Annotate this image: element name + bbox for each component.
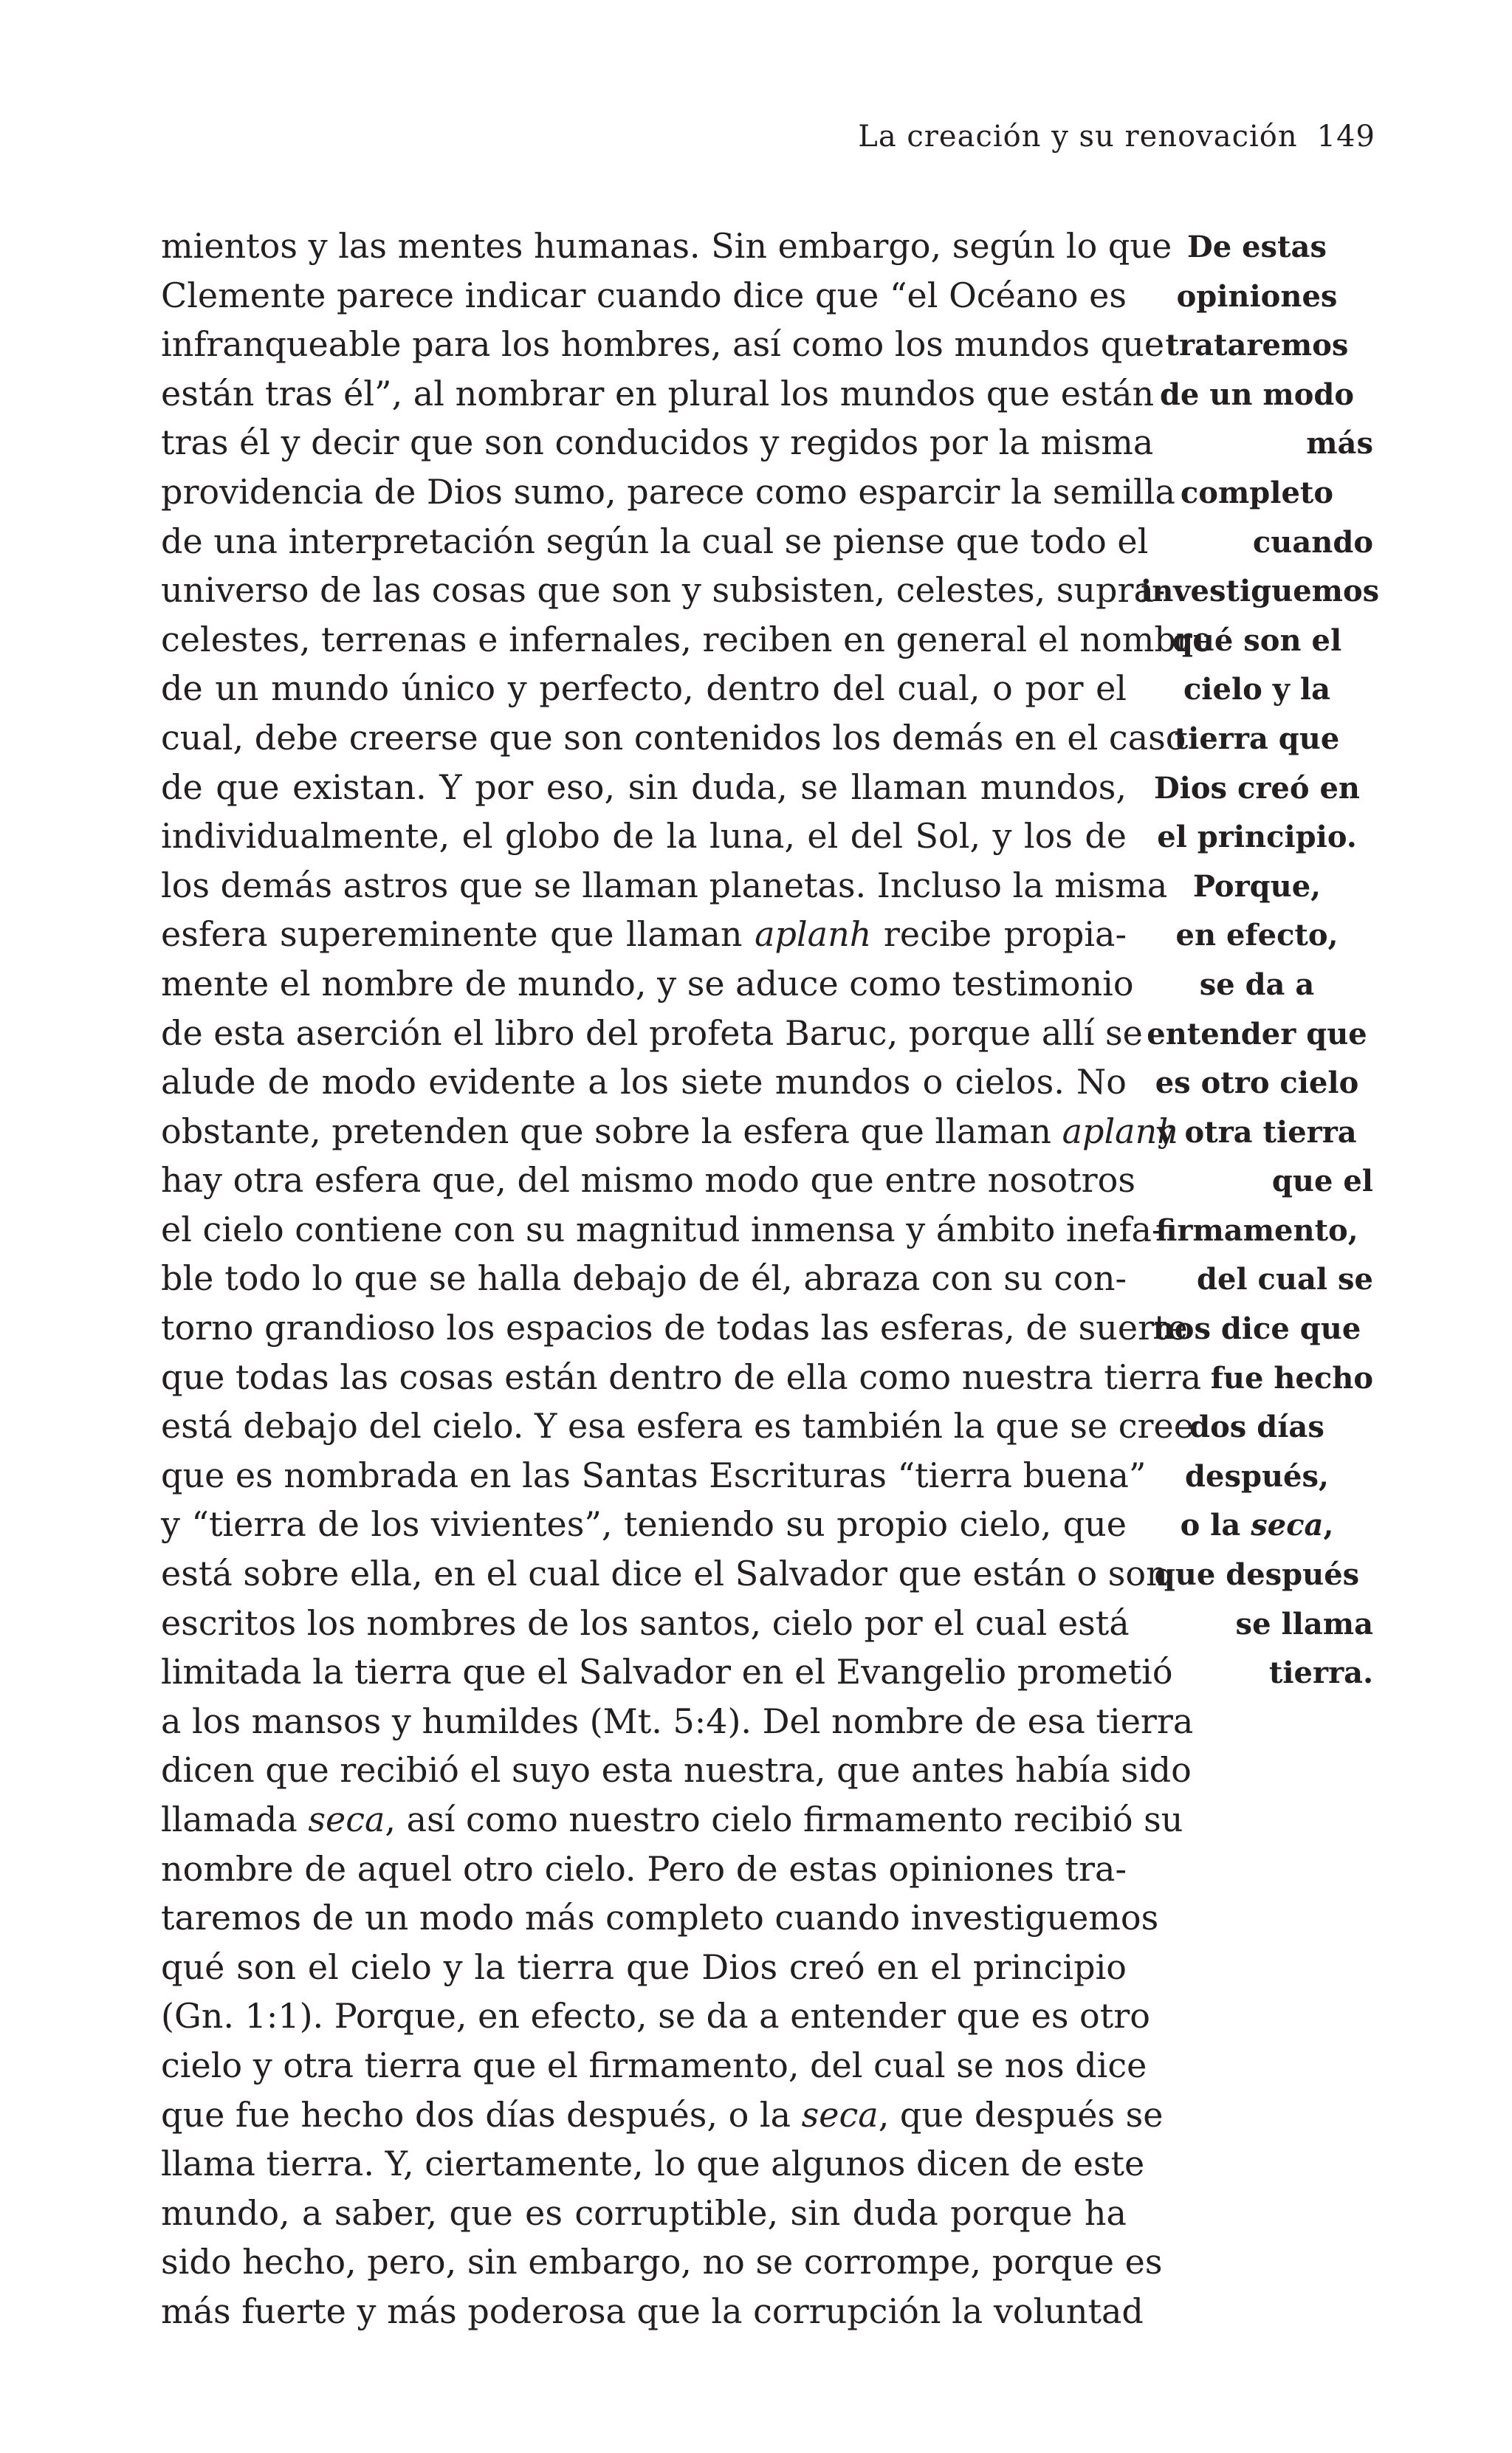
- text-segment: firmamento,: [1155, 1212, 1358, 1248]
- text-segment: nombre de aquel otro cielo. Pero de estas opiniones tra-: [161, 1848, 1127, 1889]
- text-segment: De estas: [1187, 230, 1327, 264]
- body-text-line: [161, 517, 1149, 566]
- italic-term: seca: [1251, 1508, 1324, 1543]
- text-segment: se llama: [1235, 1606, 1373, 1641]
- running-header: [858, 120, 1375, 154]
- text-segment: dos días: [1189, 1410, 1324, 1445]
- italic-term: seca: [308, 1800, 385, 1839]
- text-segment: hay otra esfera que, del mismo modo que entre nosotros: [161, 1160, 1135, 1201]
- text-segment: los demás astros que se llaman planetas. Incluso la misma: [161, 865, 1168, 905]
- margin-note: [1141, 223, 1380, 1698]
- body-text-line: [161, 222, 1172, 271]
- text-segment: es otro cielo: [1155, 1066, 1359, 1101]
- body-text-line: [161, 1009, 1143, 1058]
- body-text-line: [161, 1845, 1127, 1894]
- body-text-line: [161, 910, 1127, 959]
- body-text-line: [161, 418, 1154, 467]
- text-segment: cuando: [1252, 524, 1373, 560]
- body-text-line: [161, 1402, 1194, 1451]
- body-text-line: [161, 1156, 1135, 1205]
- text-segment: providencia de Dios sumo, parece como esparcir la semilla: [161, 471, 1175, 512]
- text-segment: que después: [1154, 1557, 1360, 1593]
- margin-note-line: [1141, 1157, 1373, 1207]
- body-text-line: [161, 2237, 1163, 2287]
- running-head-title: La creación y su renovación: [858, 120, 1298, 154]
- margin-note-line: [1141, 272, 1373, 322]
- body-text-line: [161, 1107, 1179, 1156]
- margin-note-line: [1141, 1452, 1373, 1502]
- margin-note-line: [1141, 1255, 1373, 1305]
- text-segment: (Gn. 1:1). Porque, en efecto, se da a entender que es otro: [161, 1996, 1150, 2037]
- text-segment: después,: [1185, 1458, 1329, 1494]
- body-text-line: [161, 1647, 1173, 1697]
- text-segment: celestes, terrenas e infernales, reciben en general el nombre: [161, 619, 1213, 659]
- text-segment: en efecto,: [1175, 918, 1339, 953]
- body-text-line: [161, 959, 1134, 1009]
- text-segment: mente el nombre de mundo, y se aduce como testimonio: [161, 963, 1134, 1004]
- body-text-line: [161, 1991, 1150, 2041]
- text-segment: llama tierra. Y, ciertamente, lo que algunos dicen de este: [161, 2144, 1145, 2184]
- margin-note-line: [1141, 1108, 1373, 1158]
- text-segment: tierra.: [1268, 1656, 1373, 1691]
- body-text-line: [161, 1599, 1130, 1648]
- text-segment: tierra que: [1174, 721, 1340, 756]
- text-segment: Porque,: [1192, 868, 1322, 904]
- margin-note-line: [1141, 1551, 1373, 1600]
- margin-note-line: [1141, 1207, 1373, 1256]
- body-text-line: [161, 369, 1155, 419]
- margin-note-line: [1141, 518, 1373, 568]
- text-segment: trataremos: [1165, 328, 1349, 363]
- text-segment: fue hecho: [1210, 1360, 1373, 1396]
- text-segment: cielo y otra tierra que el firmamento, del cual se nos dice: [161, 2045, 1147, 2085]
- text-segment: , que después se: [878, 2094, 1164, 2135]
- text-segment: Clemente parece indicar cuando dice que “el Océano es: [161, 275, 1127, 315]
- margin-note-line: [1141, 1501, 1373, 1551]
- text-segment: del cual se: [1197, 1262, 1373, 1297]
- margin-note-line: [1141, 321, 1373, 371]
- text-segment: investiguemos: [1141, 574, 1380, 609]
- body-text-line: [161, 664, 1127, 713]
- main-text-column: [161, 222, 1213, 2336]
- text-segment: dicen que recibió el suyo esta nuestra, que antes había sido: [161, 1750, 1192, 1791]
- body-text-line: [161, 271, 1127, 320]
- margin-note-line: [1141, 419, 1373, 469]
- text-segment: sido hecho, pero, sin embargo, no se corrompe, porque es: [161, 2242, 1163, 2282]
- text-segment: mundo, a saber, que es corruptible, sin duda porque ha: [161, 2192, 1127, 2233]
- text-segment: esfera supereminente que llaman: [161, 914, 755, 955]
- margin-note-line: [1141, 1010, 1373, 1060]
- text-segment: alude de modo evidente a los siete mundos o cielos. No: [161, 1062, 1127, 1102]
- body-text-line: [161, 1893, 1159, 1943]
- text-segment: recibe propia-: [871, 914, 1127, 955]
- text-segment: que el: [1271, 1164, 1373, 1199]
- text-segment: el cielo contiene con su magnitud inmensa y ámbito inefa-: [161, 1209, 1164, 1249]
- body-text-line: [161, 1254, 1127, 1303]
- body-text-line: [161, 566, 1166, 615]
- text-segment: torno grandioso los espacios de todas las esferas, de suerte: [161, 1308, 1188, 1348]
- body-text-line: [161, 1697, 1194, 1746]
- text-segment: infranqueable para los hombres, así como los mundos que: [161, 324, 1165, 365]
- text-segment: más: [1306, 426, 1373, 462]
- text-segment: más fuerte y más poderosa que la corrupción la voluntad: [161, 2291, 1144, 2331]
- text-segment: limitada la tierra que el Salvador en el Evangelio prometió: [161, 1652, 1173, 1692]
- body-text-line: [161, 861, 1168, 910]
- margin-note-line: [1141, 1305, 1373, 1354]
- text-segment: individualmente, el globo de la luna, el del Sol, y los de: [161, 816, 1127, 857]
- margin-note-line: [1141, 469, 1373, 518]
- margin-note-line: [1141, 1354, 1373, 1404]
- body-text-line: [161, 1205, 1164, 1255]
- body-text-line: [161, 615, 1213, 665]
- margin-note-line: [1141, 911, 1373, 961]
- text-segment: Dios creó en: [1153, 770, 1361, 806]
- italic-term: aplanh: [1062, 1111, 1179, 1151]
- text-segment: se da a: [1199, 967, 1315, 1002]
- text-segment: ,: [1323, 1508, 1334, 1543]
- text-segment: obstante, pretenden que sobre la esfera que llaman: [161, 1111, 1062, 1151]
- body-text-line: [161, 1303, 1188, 1353]
- body-text-line: [161, 1795, 1183, 1845]
- text-segment: escritos los nombres de los santos, cielo por el cual está: [161, 1602, 1130, 1643]
- body-text-line: [161, 2041, 1147, 2090]
- text-segment: taremos de un modo más completo cuando investiguemos: [161, 1898, 1159, 1938]
- text-segment: de un modo: [1159, 377, 1355, 412]
- text-segment: que es nombrada en las Santas Escrituras “tierra buena”: [161, 1455, 1147, 1495]
- text-segment: cual, debe creerse que son contenidos los demás en el caso: [161, 717, 1186, 758]
- body-text-line: [161, 763, 1127, 812]
- text-segment: nos dice que: [1152, 1311, 1361, 1347]
- margin-note-line: [1141, 223, 1373, 272]
- text-segment: , así como nuestro cielo firmamento recibió su: [385, 1800, 1183, 1839]
- page-number: 149: [1316, 120, 1375, 154]
- text-segment: están tras él”, al nombrar en plural los mundos que están: [161, 373, 1155, 414]
- margin-note-line: [1141, 371, 1373, 420]
- text-segment: de una interpretación según la cual se piense que todo el: [161, 521, 1149, 561]
- body-text-line: [161, 2139, 1145, 2189]
- margin-note-line: [1141, 1600, 1373, 1650]
- body-text-line: [161, 713, 1186, 763]
- margin-note-line: [1141, 567, 1380, 617]
- text-segment: que todas las cosas están dentro de ella como nuestra tierra: [161, 1356, 1202, 1397]
- margin-note-line: [1141, 1649, 1373, 1698]
- body-text-line: [161, 467, 1175, 517]
- body-text-line: [161, 2189, 1127, 2238]
- text-segment: a los mansos y humildes (Mt. 5:4). Del nombre de esa tierra: [161, 1701, 1194, 1741]
- text-segment: está sobre ella, en el cual dice el Salvador que están o son: [161, 1554, 1168, 1594]
- body-text-line: [161, 2090, 1164, 2140]
- body-text-line: [161, 1451, 1147, 1500]
- text-segment: tras él y decir que son conducidos y regidos por la misma: [161, 422, 1154, 463]
- text-segment: y “tierra de los vivientes”, teniendo su propio cielo, que: [161, 1504, 1127, 1545]
- margin-note-line: [1141, 961, 1373, 1010]
- margin-note-line: [1141, 665, 1373, 715]
- text-segment: ble todo lo que se halla debajo de él, abraza con su con-: [161, 1258, 1127, 1299]
- text-segment: o la: [1180, 1508, 1251, 1543]
- text-segment: está debajo del cielo. Y esa esfera es también la que se cree: [161, 1406, 1194, 1447]
- text-segment: de que existan. Y por eso, sin duda, se llaman mundos,: [161, 766, 1127, 807]
- text-segment: y otra tierra: [1157, 1114, 1357, 1150]
- text-segment: entender que: [1147, 1016, 1367, 1051]
- italic-term: seca: [801, 2094, 879, 2135]
- text-segment: de esta aserción el libro del profeta Baruc, porque allí se: [161, 1012, 1143, 1053]
- body-text-line: [161, 1500, 1127, 1549]
- margin-note-line: [1141, 715, 1373, 764]
- body-text-line: [161, 1353, 1202, 1402]
- text-segment: que fue hecho dos días después, o la: [161, 2094, 802, 2135]
- text-segment: qué son el: [1172, 622, 1342, 658]
- text-segment: de un mundo único y perfecto, dentro del cual, o por el: [161, 668, 1127, 709]
- margin-note-line: [1141, 862, 1373, 912]
- text-segment: mientos y las mentes humanas. Sin embargo, según lo que: [161, 226, 1172, 266]
- margin-note-line: [1141, 1059, 1373, 1108]
- text-segment: universo de las cosas que son y subsisten, celestes, supra-: [161, 570, 1166, 611]
- body-text-line: [161, 320, 1165, 369]
- body-text-line: [161, 1057, 1127, 1107]
- body-text-line: [161, 812, 1127, 861]
- text-segment: opiniones: [1176, 278, 1338, 314]
- margin-note-line: [1141, 764, 1373, 814]
- italic-term: aplanh: [755, 914, 872, 955]
- text-segment: llamada: [161, 1800, 309, 1839]
- text-segment: completo: [1180, 475, 1334, 510]
- text-segment: cielo y la: [1183, 672, 1331, 707]
- body-text-line: [161, 1549, 1168, 1599]
- body-text-line: [161, 1943, 1127, 1992]
- margin-note-line: [1141, 617, 1373, 666]
- margin-note-line: [1141, 1403, 1373, 1452]
- margin-note-line: [1141, 813, 1373, 862]
- body-text-line: [161, 2287, 1144, 2336]
- body-text-line: [161, 1746, 1192, 1795]
- text-segment: el principio.: [1157, 820, 1357, 855]
- text-segment: qué son el cielo y la tierra que Dios creó en el principio: [161, 1946, 1127, 1987]
